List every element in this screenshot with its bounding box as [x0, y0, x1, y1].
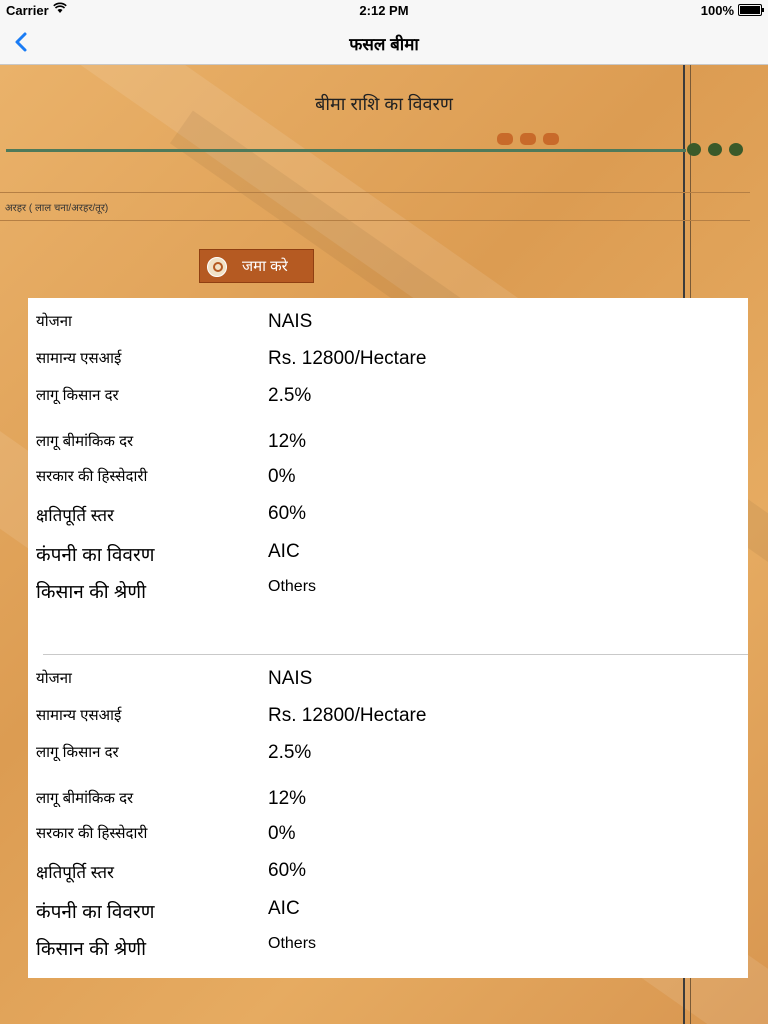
detail-value: NAIS	[268, 668, 313, 689]
detail-value: AIC	[268, 541, 300, 562]
step-dot	[708, 143, 722, 156]
detail-row	[28, 742, 748, 772]
detail-label: किसान की श्रेणी	[36, 939, 147, 960]
detail-label: लागू बीमांकिक दर	[36, 790, 134, 807]
detail-value: 60%	[268, 860, 307, 881]
detail-value: 2.5%	[268, 742, 312, 763]
detail-row	[28, 541, 748, 571]
record-divider	[43, 654, 748, 655]
divider	[0, 220, 750, 221]
detail-row	[28, 348, 748, 378]
detail-value: 2.5%	[268, 385, 312, 406]
detail-value: 12%	[268, 788, 307, 809]
detail-label: लागू बीमांकिक दर	[36, 433, 134, 450]
page-dot[interactable]	[520, 133, 536, 145]
divider	[0, 192, 750, 193]
detail-label: क्षतिपूर्ति स्तर	[36, 506, 115, 525]
page-indicator	[497, 132, 566, 150]
page-title: फसल बीमा	[349, 35, 419, 54]
page-dot[interactable]	[497, 133, 513, 145]
detail-label: कंपनी का विवरण	[36, 545, 155, 566]
detail-label: क्षतिपूर्ति स्तर	[36, 863, 115, 882]
detail-label: लागू किसान दर	[36, 387, 119, 404]
step-dot	[687, 143, 701, 156]
status-bar	[0, 0, 768, 20]
detail-label: किसान की श्रेणी	[36, 582, 147, 603]
detail-label: कंपनी का विवरण	[36, 902, 155, 923]
crop-field[interactable]: अरहर ( लाल चना/अरहर/तूर)	[5, 203, 109, 214]
step-dot	[729, 143, 743, 156]
detail-value: Rs. 12800/Hectare	[268, 705, 427, 726]
submit-button-label: जमा करे	[242, 258, 288, 275]
section-title: बीमा राशि का विवरण	[315, 94, 453, 114]
insurance-details-panel	[28, 298, 748, 978]
detail-row	[28, 385, 748, 415]
carrier-label: Carrier	[6, 3, 49, 18]
detail-label: सरकार की हिस्सेदारी	[36, 468, 148, 485]
detail-row	[28, 935, 748, 965]
detail-value: 12%	[268, 431, 307, 452]
detail-label: योजना	[36, 313, 72, 330]
clock: 2:12 PM	[359, 3, 409, 18]
detail-row	[28, 311, 748, 341]
detail-row	[28, 578, 748, 608]
detail-value: AIC	[268, 898, 300, 919]
detail-value: Others	[268, 578, 317, 595]
detail-row	[28, 705, 748, 735]
detail-label: योजना	[36, 670, 72, 687]
detail-row	[28, 668, 748, 698]
detail-value: 0%	[268, 466, 296, 487]
detail-value: 0%	[268, 823, 296, 844]
detail-row	[28, 788, 748, 818]
detail-label: सरकार की हिस्सेदारी	[36, 825, 148, 842]
navigation-bar	[0, 20, 768, 65]
detail-row	[28, 431, 748, 461]
step-indicator	[687, 143, 750, 161]
battery-percentage: 100%	[700, 3, 734, 18]
detail-value: NAIS	[268, 311, 313, 332]
detail-value: Others	[268, 935, 317, 952]
progress-line	[6, 149, 686, 152]
detail-row	[28, 466, 748, 496]
detail-row	[28, 503, 748, 533]
detail-row	[28, 823, 748, 853]
detail-value: 60%	[268, 503, 307, 524]
submit-button[interactable]	[199, 249, 314, 283]
detail-row	[28, 860, 748, 890]
detail-row	[28, 898, 748, 928]
battery-icon	[738, 4, 762, 16]
detail-label: लागू किसान दर	[36, 744, 119, 761]
detail-value: Rs. 12800/Hectare	[268, 348, 427, 369]
submit-icon	[207, 257, 227, 277]
detail-label: सामान्य एसआई	[36, 707, 122, 724]
page-dot[interactable]	[543, 133, 559, 145]
detail-label: सामान्य एसआई	[36, 350, 122, 367]
